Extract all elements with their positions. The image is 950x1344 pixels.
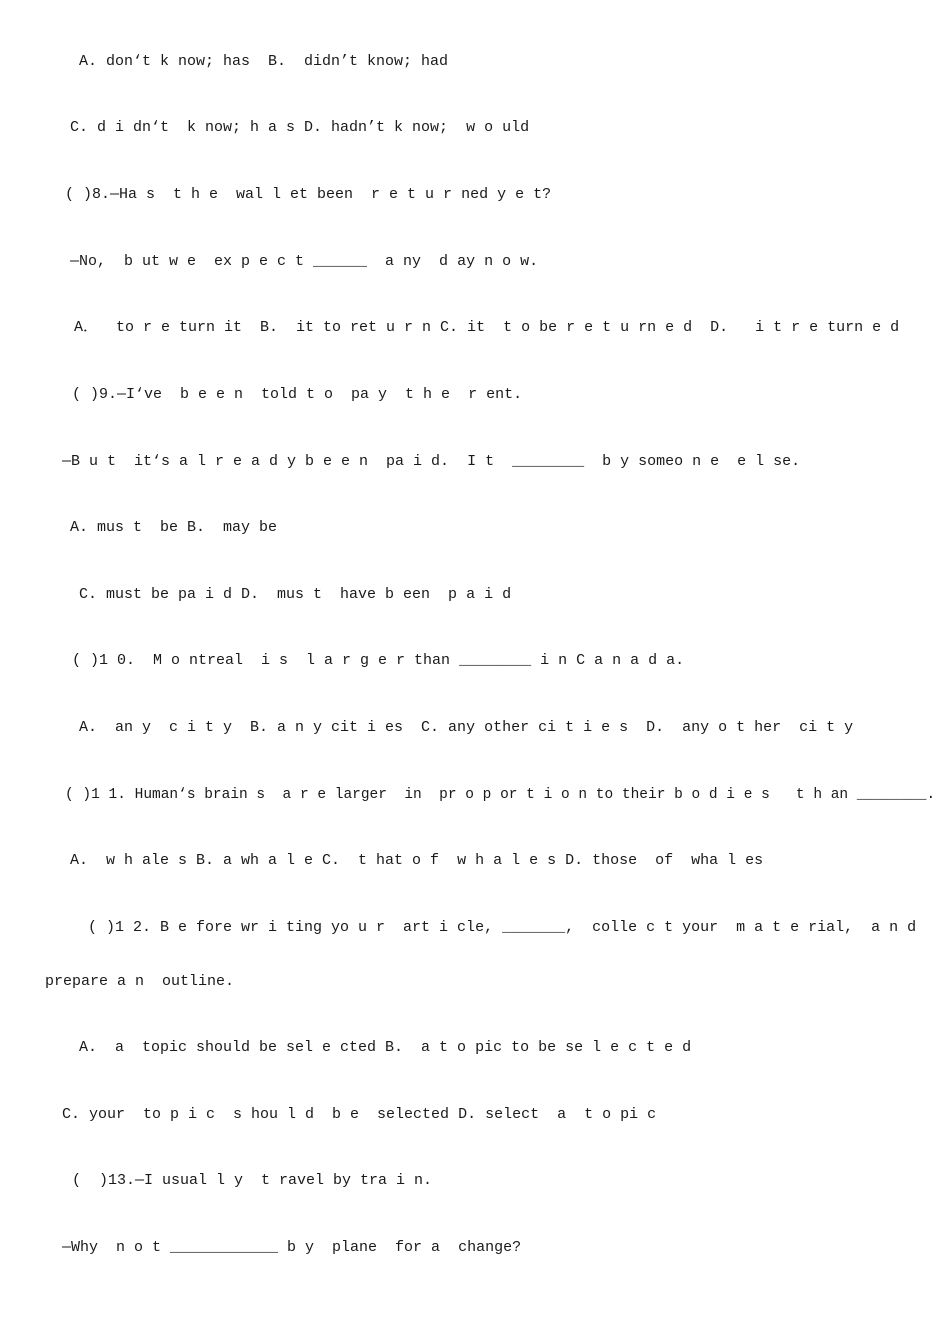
- question-9-reply: —B u t it‘s a l r e a d y b e e n pa i d. I t ________ b y someo n e e l se.: [62, 453, 801, 470]
- option-line-q7-ab: A. don‘t k now; has B. didn’t know; had: [79, 53, 449, 70]
- question-12-cont: prepare a n outline.: [45, 973, 235, 990]
- option-line-q7-cd: C. d i dn‘t k now; h a s D. hadn’t k now; w o uld: [70, 119, 530, 136]
- option-line-q10: A. an y c i t y B. a n y cit i es C. any other ci t i e s D. any o t her ci t y: [79, 719, 854, 736]
- question-11: ( )1 1. Human‘s brain s a r e larger in pr o p or t i o n to their b o d i e s t h an ________.: [65, 787, 936, 803]
- option-line-q12-cd: C. your to p i c s hou l d b e selected D. select a t o pi c: [62, 1106, 657, 1123]
- question-9: ( )9.—I‘ve b e e n told t o pa y t h e r ent.: [72, 386, 523, 403]
- question-8-reply: —No, b ut w e ex p e c t ______ a ny d ay n o w.: [70, 253, 539, 270]
- question-10: ( )1 0. M o ntreal i s l a r g e r than ________ i n C a n a d a.: [72, 652, 685, 669]
- option-line-q8: A． to r e turn it B. it to ret u r n C. it t o be r e t u rn e d D. i t r e turn e d: [74, 319, 900, 336]
- option-line-q12-ab: A. a topic should be sel e cted B. a t o pic to be se l e c t e d: [79, 1039, 692, 1056]
- option-line-q9-cd: C. must be pa i d D. mus t have b een p a i d: [79, 586, 512, 603]
- question-12: ( )1 2. B e fore wr i ting yo u r art i cle, _______, colle c t your m a t e rial, a n d: [88, 919, 917, 936]
- question-13-reply: —Why n o t ____________ b y plane for a change?: [62, 1239, 522, 1256]
- question-13: ( )13.—I usual l y t ravel by tra i n.: [72, 1172, 433, 1189]
- option-line-q11: A. w h ale s B. a wh a l e C. t hat o f w h a l e s D. those of wha l es: [70, 852, 764, 869]
- question-8: ( )8.—Ha s t h e wal l et been r e t u r ned y e t?: [65, 186, 552, 203]
- option-line-q9-ab: A. mus t be B. may be: [70, 519, 278, 536]
